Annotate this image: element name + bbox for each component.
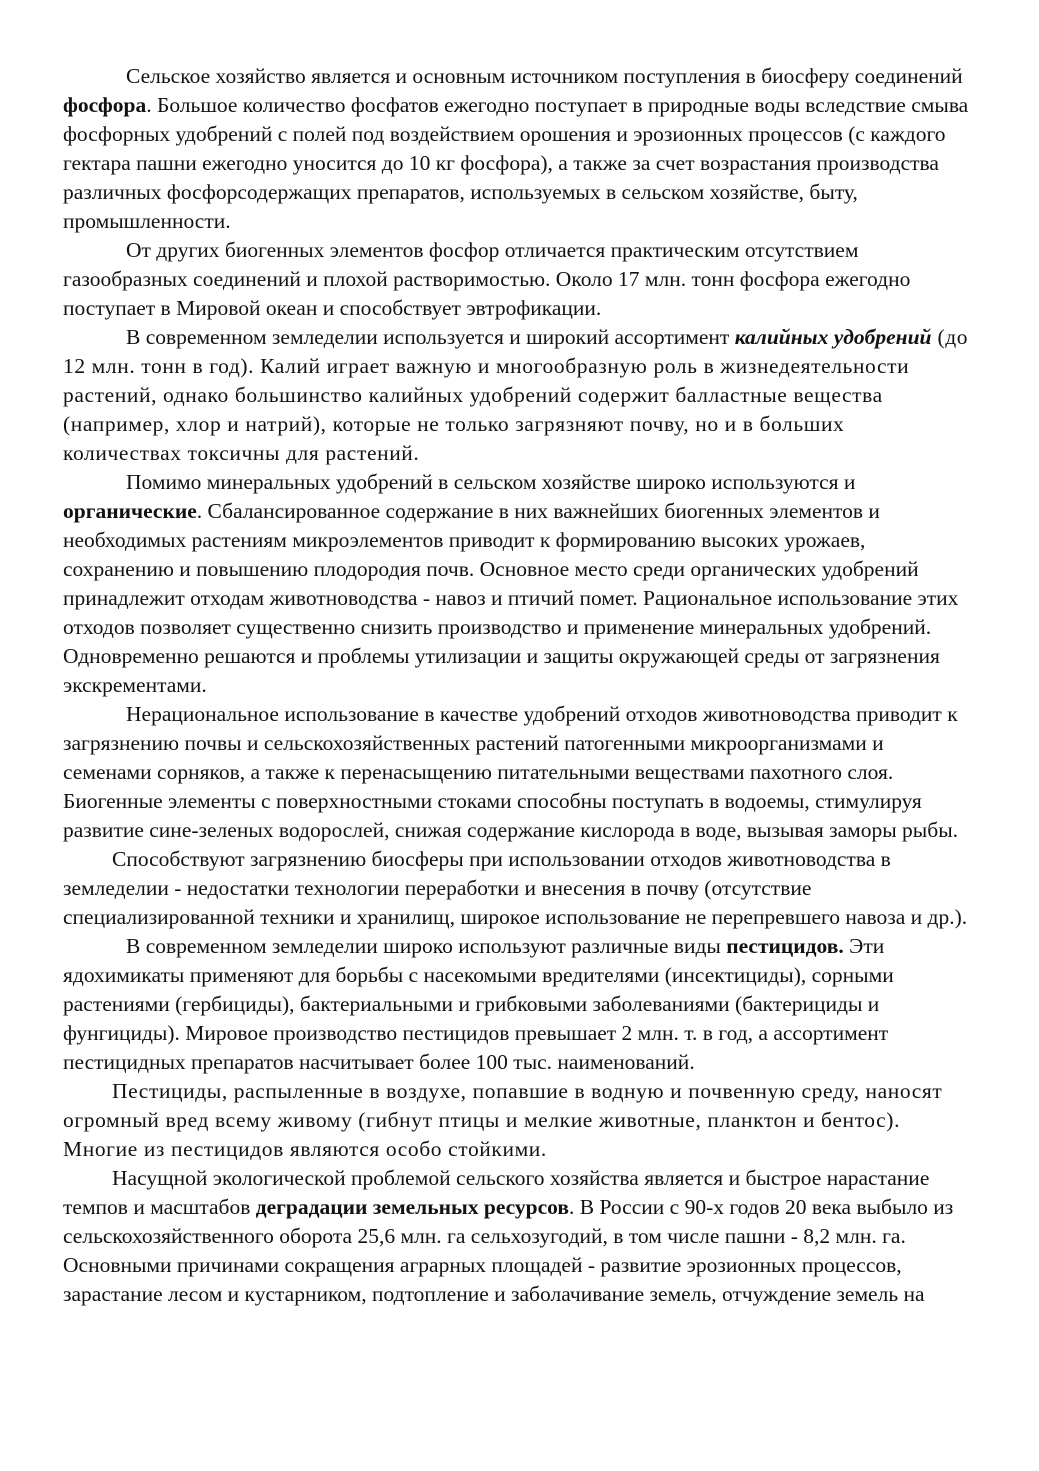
paragraph-phosphorus xyxy=(63,62,969,236)
p9-text-1: Насущной экологической проблемой сельского хозяйства является и быстрое нарастание темпов и масштабов xyxy=(63,1166,930,1219)
paragraph-organic xyxy=(63,468,969,700)
paragraph-pesticides xyxy=(63,932,969,1077)
p2-text-1: От других биогенных элементов фосфор отличается практическим отсутствием газообразных соединений и плохой растворимостью. Около 17 млн. тонн фосфора ежегодно поступает в Мировой океан и способствует эвтрофикации. xyxy=(63,238,911,320)
paragraph-land-degradation xyxy=(63,1164,969,1309)
p4-text-2: . Сбалансированное содержание в них важнейших биогенных элементов и необходимых растениям микроэлементов приводит к формированию высоких урожаев, сохранению и повышению плодородия почв. Основное место среди органических удобрений принадлежит отходам животноводства - навоз и птичий помет. Рациональное использование этих отходов позволяет существенно снизить производство и применение минеральных удобрений. Одновременно решаются и проблемы утилизации и защиты окружающей среды от загрязнения экскрементами. xyxy=(63,499,959,697)
p3-text-2: (до 12 млн. тонн в год). Калий играет важную и многообразную роль в жизнедеятельности растений, однако большинство калийных удобрений содержит балластные вещества (например, хлор и натрий), которые не только загрязняют почву, но и в больших количествах токсичны для растений. xyxy=(63,325,969,465)
p3-term-potassium-fertilizers: калийных удобрений xyxy=(734,325,932,349)
p7-text-1: В современном земледелии широко используют различные виды xyxy=(126,934,727,958)
p3-text-1: В современном земледелии используется и широкий ассортимент xyxy=(126,325,735,349)
p9-term-land-degradation: деградации земельных ресурсов xyxy=(255,1195,569,1219)
paragraph-phosphorus-properties xyxy=(63,236,969,323)
p4-text-1: Помимо минеральных удобрений в сельском хозяйстве широко используются и xyxy=(126,470,856,494)
p6-text-1: Способствуют загрязнению биосферы при использовании отходов животноводства в земледелии - недостатки технологии переработки и внесения в почву (отсутствие специализированной техники и хранилищ, широкое использование не перепревшего навоза и др.). xyxy=(63,847,968,929)
p4-term-organic: органические xyxy=(63,499,197,523)
p1-text-2: . Большое количество фосфатов ежегодно поступает в природные воды вследствие смыва фосфорных удобрений с полей под воздействием орошения и эрозионных процессов (с каждого гектара пашни ежегодно уносится до 10 кг фосфора), а также за счет возрастания производства различных фосфорсодержащих препаратов, используемых в сельском хозяйстве, быту, промышленности. xyxy=(63,93,969,233)
p7-term-pesticides: пестицидов. xyxy=(726,934,844,958)
p7-text-2: Эти ядохимикаты применяют для борьбы с насекомыми вредителями (инсектициды), сорными растениями (гербициды), бактериальными и грибковыми заболеваниями (бактерициды и фунгициды). Мировое производство пестицидов превышает 2 млн. т. в год, а ассортимент пестицидных препаратов насчитывает более 100 тыс. наименований. xyxy=(63,934,894,1074)
p9-text-2: . В России с 90-х годов 20 века выбыло из сельскохозяйственного оборота 25,6 млн. га сельхозугодий, в том числе пашни - 8,2 млн. га. Основными причинами сокращения аграрных площадей - развитие эрозионных процессов, зарастание лесом и кустарником, подтопление и заболачивание земель, отчуждение земель на xyxy=(63,1195,954,1306)
p8-text-1: Пестициды, распыленные в воздухе, попавшие в водную и почвенную среду, наносят огромный вред всему живому (гибнут птицы и мелкие животные, планктон и бентос). Многие из пестицидов являются особо стойкими. xyxy=(63,1079,943,1161)
paragraph-pesticide-harm xyxy=(63,1077,969,1164)
p1-text-1: Сельское хозяйство является и основным источником поступления в биосферу соединений xyxy=(126,64,963,88)
p1-term-phosphorus: фосфора xyxy=(63,93,147,117)
paragraph-potassium xyxy=(63,323,969,468)
paragraph-pollution-factors xyxy=(63,845,969,932)
p5-text-1: Нерациональное использование в качестве удобрений отходов животноводства приводит к загрязнению почвы и сельскохозяйственных растений патогенными микроорганизмами и семенами сорняков, а также к перенасыщению питательными веществами пахотного слоя. Биогенные элементы с поверхностными стоками способны поступать в водоемы, стимулируя развитие сине-зеленых водорослей, снижая содержание кислорода в воде, вызывая заморы рыбы. xyxy=(63,702,959,842)
paragraph-irrational-use xyxy=(63,700,969,845)
